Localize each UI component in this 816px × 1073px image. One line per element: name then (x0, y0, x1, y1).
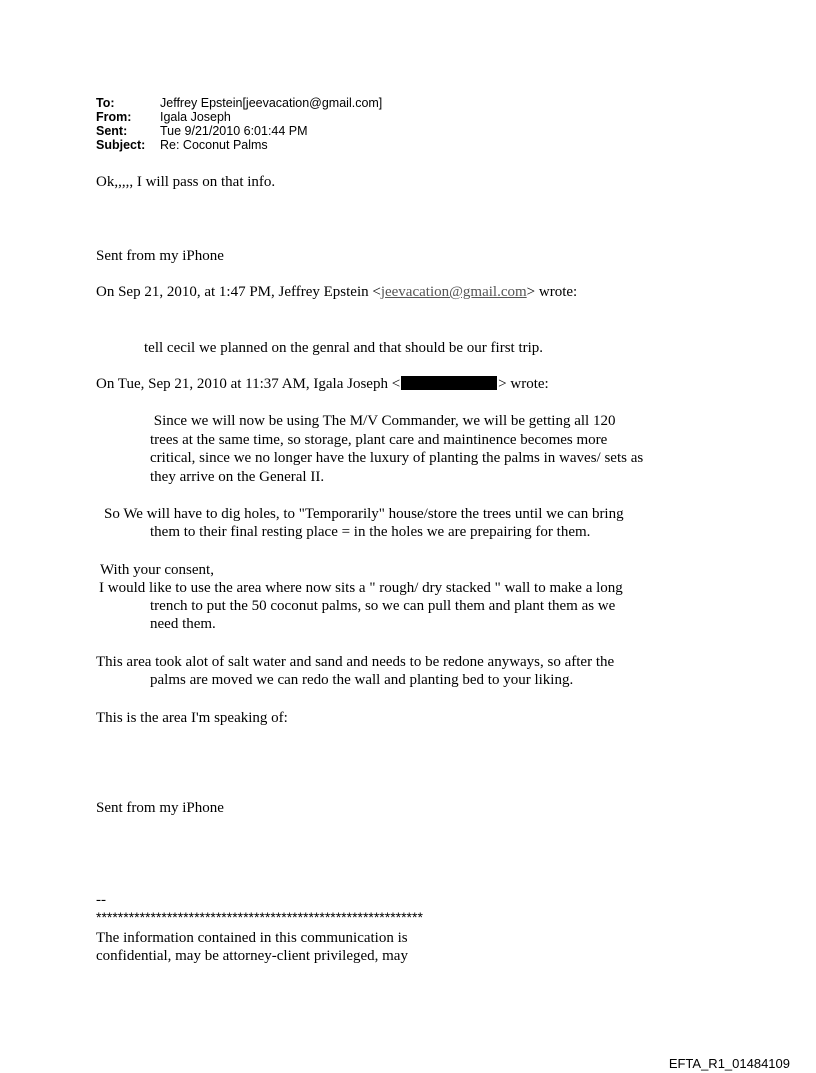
quote-2-suffix: > wrote: (498, 376, 549, 392)
para-5: This is the area I'm speaking of: (96, 710, 288, 726)
signature-iphone-2: Sent from my iPhone (96, 800, 224, 816)
para-2-line-2: them to their final resting place = in the holes we are prepairing for them. (150, 524, 591, 540)
header-row-from (96, 110, 382, 124)
subject-label: Subject: (96, 138, 146, 152)
paragraph-commander (150, 412, 643, 486)
to-value: Jeffrey Epstein[jeevacation@gmail.com] (160, 96, 383, 110)
quote-1-suffix: > wrote: (526, 284, 578, 300)
redaction-box (401, 376, 497, 390)
quote-1-prefix: On Sep 21, 2010, at 1:47 PM, Jeffrey Epstein < (96, 284, 381, 300)
quote-header-joseph (96, 376, 549, 393)
para-3-line-2: I would like to use the area where now sits a " rough/ dry stacked " wall to make a long (99, 580, 623, 596)
para-3-line-1: With your consent, (100, 562, 214, 578)
subject-value: Re: Coconut Palms (160, 138, 268, 152)
email-link[interactable]: jeevacation@gmail.com (380, 284, 527, 300)
para-1-line-2: trees at the same time, so storage, plant care and maintinence becomes more (150, 431, 608, 448)
header-row-subject (96, 138, 382, 152)
para-1-line-1: Since we will now be using The M/V Commander, we will be getting all 120 (150, 413, 616, 429)
quote-header-epstein (96, 284, 577, 301)
email-header (96, 96, 382, 152)
para-1-line-3: critical, since we no longer have the luxury of planting the palms in waves/ sets as (150, 450, 644, 466)
quote-2-prefix: On Tue, Sep 21, 2010 at 11:37 AM, Igala Joseph < (96, 376, 401, 392)
signature-iphone-1: Sent from my iPhone (96, 248, 224, 264)
from-label: From: (96, 110, 132, 124)
signature-dashes: -- (96, 892, 106, 908)
sent-value: Tue 9/21/2010 6:01:44 PM (160, 124, 308, 138)
header-row-to (96, 96, 382, 110)
disclaimer-line-2: confidential, may be attorney-client privileged, may (96, 948, 408, 964)
from-value: Igala Joseph (160, 110, 231, 124)
para-3-line-4: need them. (150, 616, 216, 632)
to-label: To: (96, 96, 115, 110)
para-1-line-4: they arrive on the General II. (150, 468, 325, 485)
para-2-line-1: So We will have to dig holes, to "Temporarily" house/store the trees until we can bring (104, 506, 624, 522)
sent-label: Sent: (96, 124, 128, 138)
disclaimer-line-1: The information contained in this communication is (96, 930, 408, 946)
para-4-line-1: This area took alot of salt water and sand and needs to be redone anyways, so after the (96, 654, 615, 670)
reply-text: Ok,,,,, I will pass on that info. (96, 174, 276, 190)
header-row-sent (96, 124, 382, 138)
para-4-line-2: palms are moved we can redo the wall and planting bed to your liking. (150, 672, 574, 688)
stars-divider: ************************************************************ (96, 909, 423, 925)
para-3-line-3: trench to put the 50 coconut palms, so we can pull them and plant them as we (150, 598, 616, 614)
epstein-message: tell cecil we planned on the genral and that should be our first trip. (144, 340, 544, 356)
document-id: EFTA_R1_01484109 (668, 1056, 790, 1071)
